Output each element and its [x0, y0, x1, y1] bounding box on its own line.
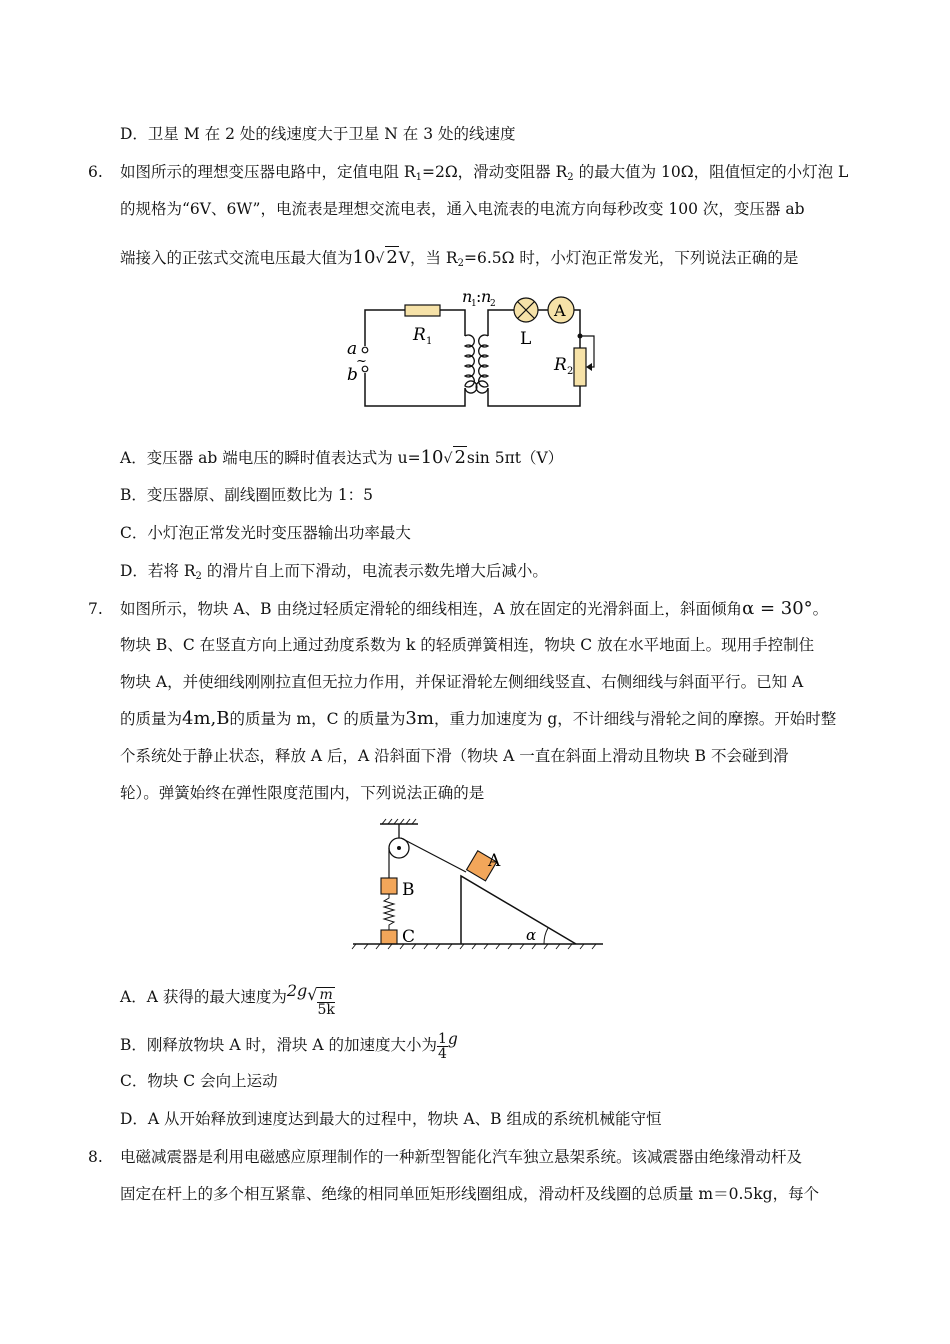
q7-stem-line3: 物块 A，并使细线刚刚拉直但无拉力作用，并保证滑轮左侧细线竖直、右侧细线与斜面平行。已知 A — [120, 673, 804, 691]
ratio-n1-sub: 1 — [471, 299, 477, 309]
r1-subscript: 1 — [426, 336, 433, 347]
q7-option-d: D．A 从开始释放到速度达到最大的过程中，物块 A、B 组成的系统机械能守恒 — [120, 1110, 662, 1128]
sqrt-expression: 10√ 2 — [352, 247, 398, 268]
q7-stem-line6: 轮）。弹簧始终在弹性限度范围内，下列说法正确的是 — [120, 784, 485, 802]
q7-option-c: C．物块 C 会向上运动 — [120, 1072, 278, 1090]
block-a-label: A — [488, 851, 501, 871]
transformer-circuit-figure — [340, 288, 600, 413]
lamp-label: L — [520, 329, 532, 349]
q6-stem-line2: 的规格为“6V、6W”，电流表是理想交流电表，通入电流表的电流方向每秒改变 100 次，变压器 ab — [120, 200, 805, 218]
alpha-label: α — [526, 926, 537, 944]
block-c-label: C — [402, 927, 416, 947]
rheostat-r2 — [574, 348, 586, 386]
q7-stem-line1: 如图所示，物块 A、B 由绕过轻质定滑轮的细线相连，A 放在固定的光滑斜面上，斜面倾角α = 30°。 — [120, 598, 829, 619]
ratio-n2-sub: 2 — [490, 299, 496, 309]
block-b-label: B — [402, 880, 415, 900]
ratio-colon: : — [476, 288, 482, 306]
q8-stem-line2: 固定在杆上的多个相互紧靠、绝缘的相同单匝矩形线圈组成，滑动杆及线圈的总质量 m＝0.5kg，每个 — [120, 1185, 820, 1203]
resistor-r1 — [405, 305, 440, 316]
q7-number: 7. — [88, 600, 103, 618]
q7-option-a: A．A 获得的最大速度为2g√ $\frac{m}{5k}$ — [120, 981, 335, 1018]
terminal-b-label: b — [347, 365, 358, 385]
q6-number: 6. — [88, 163, 103, 181]
r1-label: R — [413, 325, 426, 345]
r2-label: R — [554, 355, 567, 375]
block-b — [381, 878, 397, 894]
q8-number: 8. — [88, 1148, 103, 1166]
terminal-a-label: a — [347, 339, 358, 359]
block-c — [381, 930, 397, 944]
q7-option-b: B．刚释放物块 A 时，滑块 A 的加速度大小为 $\frac{1}{4}$ g — [120, 1030, 458, 1062]
q6-option-a: A．变压器 ab 端电压的瞬时值表达式为 u=10√ 2sin 5πt（V） — [120, 447, 564, 468]
q6-option-d: D．若将 $R_2$ 的滑片自上而下滑动，电流表示数先增大后减小。 — [120, 562, 548, 582]
q6-stem-line3: 端接入的正弦式交流电压最大值为10√ 2V，当 $R_2=6.5\Omega$ 时，小灯泡正常发光，下列说法正确的是 — [120, 247, 799, 269]
ac-source-symbol: ~ — [356, 354, 367, 369]
ratio-n2: n — [481, 288, 492, 306]
q8-stem-line1: 电磁减震器是利用电磁感应原理制作的一种新型智能化汽车独立悬架系统。该减震器由绝缘滑动杆及 — [120, 1148, 803, 1166]
q7-stem-line2: 物块 B、C 在竖直方向上通过劲度系数为 k 的轻质弹簧相连，物块 C 放在水平地面上。现用手控制住 — [120, 636, 815, 654]
ammeter-label: A — [554, 301, 566, 320]
q6-option-b: B．变压器原、副线圈匝数比为 1：5 — [120, 486, 374, 504]
q6-stem-line1: 如图所示的理想变压器电路中，定值电阻 $R_1=2\Omega$，滑动变阻器 $R_2$ 的最大值为 10Ω，阻值恒定的小灯泡 L — [120, 163, 849, 183]
sqrt-expression-a: 10√ 2 — [420, 447, 466, 468]
q7-stem-line5: 个系统处于静止状态，释放 A 后，A 沿斜面下滑（物块 A 一直在斜面上滑动且物块 B 不会碰到滑 — [120, 747, 789, 765]
pulley-incline-figure — [348, 818, 608, 953]
q6-option-c: C．小灯泡正常发光时变压器输出功率最大 — [120, 524, 411, 542]
ratio-n1: n — [462, 288, 473, 306]
q5-option-d: D．卫星 M 在 2 处的线速度大于卫星 N 在 3 处的线速度 — [120, 125, 516, 143]
q7-stem-line4: 的质量为4m,B的质量为 m，C 的质量为3m，重力加速度为 g，不计细线与滑轮之间的摩擦。开始时整 — [120, 708, 837, 729]
r2-subscript: 2 — [567, 366, 574, 377]
